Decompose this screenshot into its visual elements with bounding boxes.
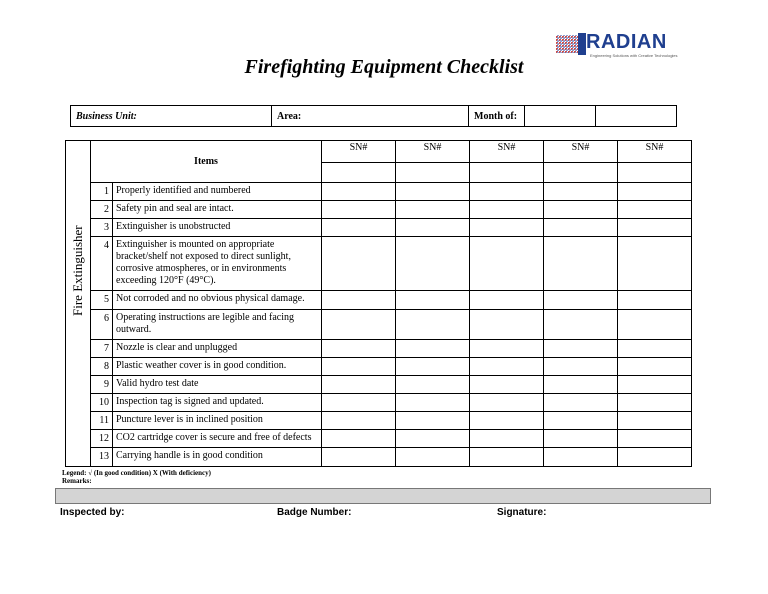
area-label: Area: <box>277 110 302 122</box>
check-cell[interactable] <box>618 448 692 467</box>
check-cell[interactable] <box>322 412 396 430</box>
item-number: 8 <box>91 358 113 376</box>
remarks-field[interactable] <box>55 488 711 504</box>
check-cell[interactable] <box>322 219 396 237</box>
table-row <box>66 448 692 467</box>
item-text: Properly identified and numbered <box>113 183 322 201</box>
item-number: 7 <box>91 340 113 358</box>
items-heading: Items <box>91 141 322 183</box>
check-cell[interactable] <box>396 183 470 201</box>
table-row <box>66 430 692 448</box>
item-number: 9 <box>91 376 113 394</box>
item-text: Carrying handle is in good condition <box>113 448 322 467</box>
sn-input-5[interactable] <box>618 163 692 183</box>
check-cell[interactable] <box>470 412 544 430</box>
table-row <box>66 376 692 394</box>
item-number: 12 <box>91 430 113 448</box>
check-cell[interactable] <box>544 201 618 219</box>
check-cell[interactable] <box>618 201 692 219</box>
item-number: 10 <box>91 394 113 412</box>
check-cell[interactable] <box>544 291 618 310</box>
check-cell[interactable] <box>618 291 692 310</box>
check-cell[interactable] <box>322 340 396 358</box>
checklist-table <box>65 140 692 467</box>
check-cell[interactable] <box>544 448 618 467</box>
check-cell[interactable] <box>396 448 470 467</box>
check-cell[interactable] <box>470 340 544 358</box>
item-number: 6 <box>91 310 113 340</box>
table-row <box>66 183 692 201</box>
check-cell[interactable] <box>396 394 470 412</box>
item-number: 5 <box>91 291 113 310</box>
item-text: Not corroded and no obvious physical damage. <box>113 291 322 310</box>
check-cell[interactable] <box>322 201 396 219</box>
check-cell[interactable] <box>618 430 692 448</box>
sn-input-2[interactable] <box>396 163 470 183</box>
check-cell[interactable] <box>544 430 618 448</box>
month-field-1[interactable] <box>525 106 596 127</box>
check-cell[interactable] <box>470 291 544 310</box>
month-field-2[interactable] <box>596 106 677 127</box>
check-cell[interactable] <box>322 448 396 467</box>
check-cell[interactable] <box>470 310 544 340</box>
check-cell[interactable] <box>396 201 470 219</box>
check-cell[interactable] <box>544 219 618 237</box>
check-cell[interactable] <box>396 310 470 340</box>
check-cell[interactable] <box>322 291 396 310</box>
item-text: Puncture lever is in inclined position <box>113 412 322 430</box>
sn-header-5: SN# <box>618 141 692 163</box>
item-text: Extinguisher is unobstructed <box>113 219 322 237</box>
sn-header-1: SN# <box>322 141 396 163</box>
check-cell[interactable] <box>618 340 692 358</box>
table-row <box>66 219 692 237</box>
item-text: Inspection tag is signed and updated. <box>113 394 322 412</box>
check-cell[interactable] <box>470 201 544 219</box>
item-text: Operating instructions are legible and facing outward. <box>113 310 322 340</box>
table-row <box>66 237 692 291</box>
check-cell[interactable] <box>618 412 692 430</box>
area-field[interactable] <box>272 106 469 127</box>
check-cell[interactable] <box>470 430 544 448</box>
item-number: 4 <box>91 237 113 291</box>
check-cell[interactable] <box>544 340 618 358</box>
table-row <box>66 412 692 430</box>
legend-block <box>62 469 211 485</box>
check-cell[interactable] <box>396 237 470 291</box>
check-cell[interactable] <box>544 394 618 412</box>
check-cell[interactable] <box>322 183 396 201</box>
check-cell[interactable] <box>322 358 396 376</box>
table-row <box>66 291 692 310</box>
header-info-table <box>70 105 677 127</box>
business-unit-label: Business Unit: <box>76 110 137 122</box>
check-cell[interactable] <box>618 358 692 376</box>
sn-input-3[interactable] <box>470 163 544 183</box>
logo-text: RADIAN <box>586 31 667 53</box>
item-number: 2 <box>91 201 113 219</box>
check-cell[interactable] <box>618 219 692 237</box>
check-cell[interactable] <box>470 448 544 467</box>
check-cell[interactable] <box>396 340 470 358</box>
check-cell[interactable] <box>544 183 618 201</box>
sn-input-1[interactable] <box>322 163 396 183</box>
inspected-by-label: Inspected by: <box>60 507 125 518</box>
item-text: Nozzle is clear and unplugged <box>113 340 322 358</box>
sn-input-4[interactable] <box>544 163 618 183</box>
check-cell[interactable] <box>544 412 618 430</box>
signature-label: Signature: <box>497 507 547 518</box>
check-cell[interactable] <box>544 237 618 291</box>
page-title: Firefighting Equipment Checklist <box>244 56 524 78</box>
check-cell[interactable] <box>618 183 692 201</box>
sn-header-4: SN# <box>544 141 618 163</box>
check-cell[interactable] <box>322 376 396 394</box>
check-cell[interactable] <box>396 219 470 237</box>
check-cell[interactable] <box>470 358 544 376</box>
item-text: Plastic weather cover is in good condition. <box>113 358 322 376</box>
check-cell[interactable] <box>470 394 544 412</box>
check-cell[interactable] <box>396 291 470 310</box>
table-row <box>66 340 692 358</box>
sn-header-3: SN# <box>470 141 544 163</box>
item-number: 13 <box>91 448 113 467</box>
check-cell[interactable] <box>396 358 470 376</box>
check-cell[interactable] <box>322 310 396 340</box>
item-number: 1 <box>91 183 113 201</box>
item-number: 11 <box>91 412 113 430</box>
check-cell[interactable] <box>470 376 544 394</box>
check-cell[interactable] <box>544 358 618 376</box>
month-of-label: Month of: <box>469 106 525 127</box>
radian-logo-mark-icon <box>556 33 586 55</box>
check-cell[interactable] <box>470 237 544 291</box>
table-row <box>66 394 692 412</box>
check-cell[interactable] <box>322 394 396 412</box>
check-cell[interactable] <box>544 310 618 340</box>
check-cell[interactable] <box>396 430 470 448</box>
check-cell[interactable] <box>396 376 470 394</box>
item-number: 3 <box>91 219 113 237</box>
check-cell[interactable] <box>470 219 544 237</box>
check-cell[interactable] <box>544 376 618 394</box>
check-cell[interactable] <box>618 376 692 394</box>
section-label-cell <box>66 141 91 467</box>
check-cell[interactable] <box>618 310 692 340</box>
item-text: CO2 cartridge cover is secure and free of defects <box>113 430 322 448</box>
sn-header-2: SN# <box>396 141 470 163</box>
table-row <box>66 358 692 376</box>
check-cell[interactable] <box>322 430 396 448</box>
table-row <box>66 201 692 219</box>
logo-tagline: Engineering Solutions with Creative Technologies <box>590 53 678 58</box>
item-text: Extinguisher is mounted on appropriate bracket/shelf not exposed to direct sunlight, corrosive atmospheres, or in environments exceeding 120°F (49°C). <box>113 237 322 291</box>
check-cell[interactable] <box>618 394 692 412</box>
item-text: Safety pin and seal are intact. <box>113 201 322 219</box>
remarks-label: Remarks: <box>62 477 92 485</box>
check-cell[interactable] <box>618 237 692 291</box>
badge-number-label: Badge Number: <box>277 507 352 518</box>
check-cell[interactable] <box>322 237 396 291</box>
legend-text: Legend: √ (In good condition) X (With deficiency) <box>62 469 211 477</box>
table-row <box>66 310 692 340</box>
business-unit-field[interactable] <box>71 106 272 127</box>
check-cell[interactable] <box>470 183 544 201</box>
item-text: Valid hydro test date <box>113 376 322 394</box>
section-label: Fire Extinguisher <box>70 224 85 316</box>
check-cell[interactable] <box>396 412 470 430</box>
